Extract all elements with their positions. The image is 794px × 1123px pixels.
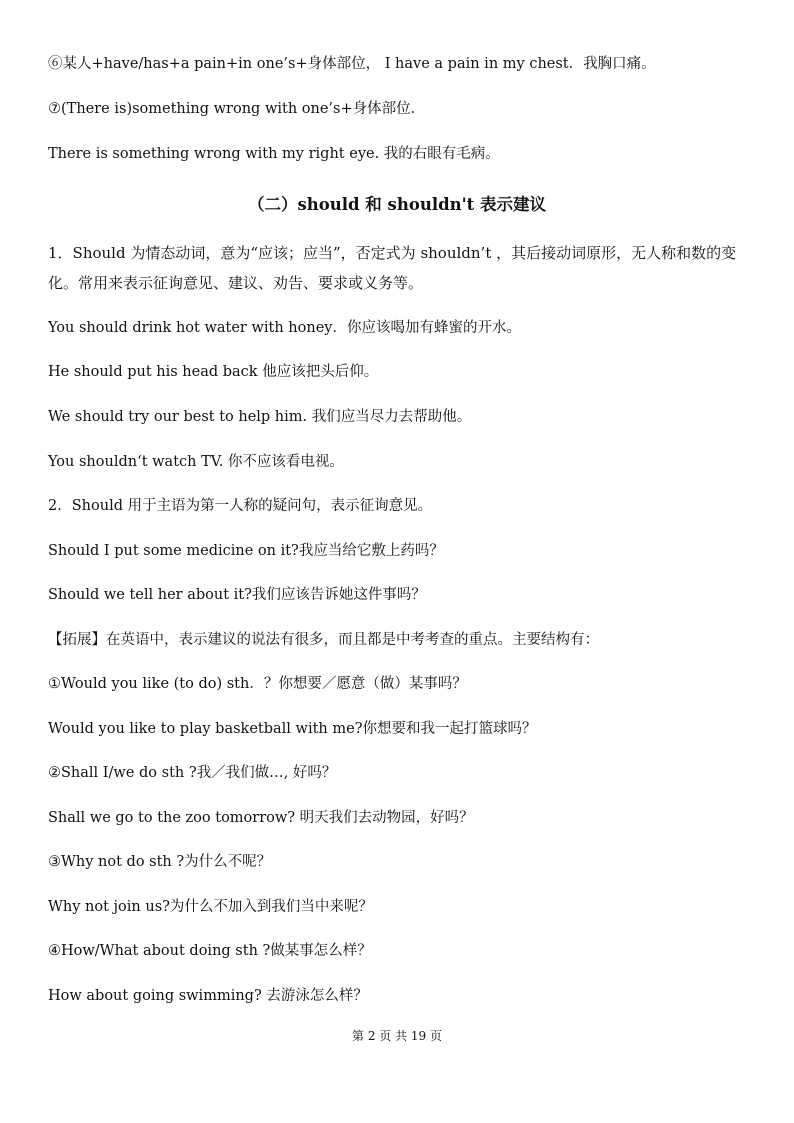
structure-4: ④How/What about doing sth ?做某事怎么样？ <box>48 943 372 959</box>
structure-2: ②Shall I/we do sth ?我／我们做…, 好吗？ <box>48 765 337 781</box>
example-right-eye: There is something wrong with my right eye. 我的右眼有毛病。 <box>48 146 500 162</box>
structure-1-example: Would you like to play basketball with me?你想要和我一起打篮球吗？ <box>48 721 537 737</box>
structure-4-example: How about going swimming? 去游泳怎么样？ <box>48 988 368 1004</box>
point-2: 2．Should 用于主语为第一人称的疑问句，表示征询意见。 <box>48 498 433 514</box>
structure-3-example: Why not join us?为什么不加入到我们当中来呢？ <box>48 899 373 915</box>
point-1: 1．Should 为情态动词，意为“应该；应当”，否定式为 shouldn’t ，其后接动词原形，无人称和数的变化。常用来表示征询意见、建议、劝告、要求或义务等。 <box>48 244 737 292</box>
example-5: Should I put some medicine on it?我应当给它敷上药吗？ <box>48 543 444 559</box>
structure-2-example: Shall we go to the zoo tomorrow? 明天我们去动物园，好吗？ <box>48 810 474 826</box>
example-1: You should drink hot water with honey．你应该喝加有蜂蜜的开水。 <box>48 320 521 336</box>
example-2: He should put his head back 他应该把头后仰。 <box>48 364 379 380</box>
example-3: We should try our best to help him. 我们应当尽力去帮助他。 <box>48 409 472 425</box>
example-6: Should we tell her about it?我们应该告诉她这件事吗？ <box>48 587 426 603</box>
section-heading: （二）should 和 shouldn't 表示建议 <box>247 195 547 214</box>
structure-1: ①Would you like (to do) sth．？你想要／愿意（做）某事吗？ <box>48 676 467 692</box>
line-7: ⑦(There is)something wrong with one’s+身体部位． <box>48 101 426 117</box>
page-footer: 第 2 页 共 19 页 <box>352 1029 442 1043</box>
structure-3: ③Why not do sth ?为什么不呢？ <box>48 854 272 870</box>
extension-note: 【拓展】在英语中，表示建议的说法有很多，而且都是中考考查的重点。主要结构有： <box>48 632 599 648</box>
line-6: ⑥某人+have/has+a pain+in one’s+身体部位， I have a pain in my chest．我胸口痛。 <box>48 56 656 72</box>
example-4: You shouldn‘t watch TV. 你不应该看电视。 <box>48 454 344 470</box>
